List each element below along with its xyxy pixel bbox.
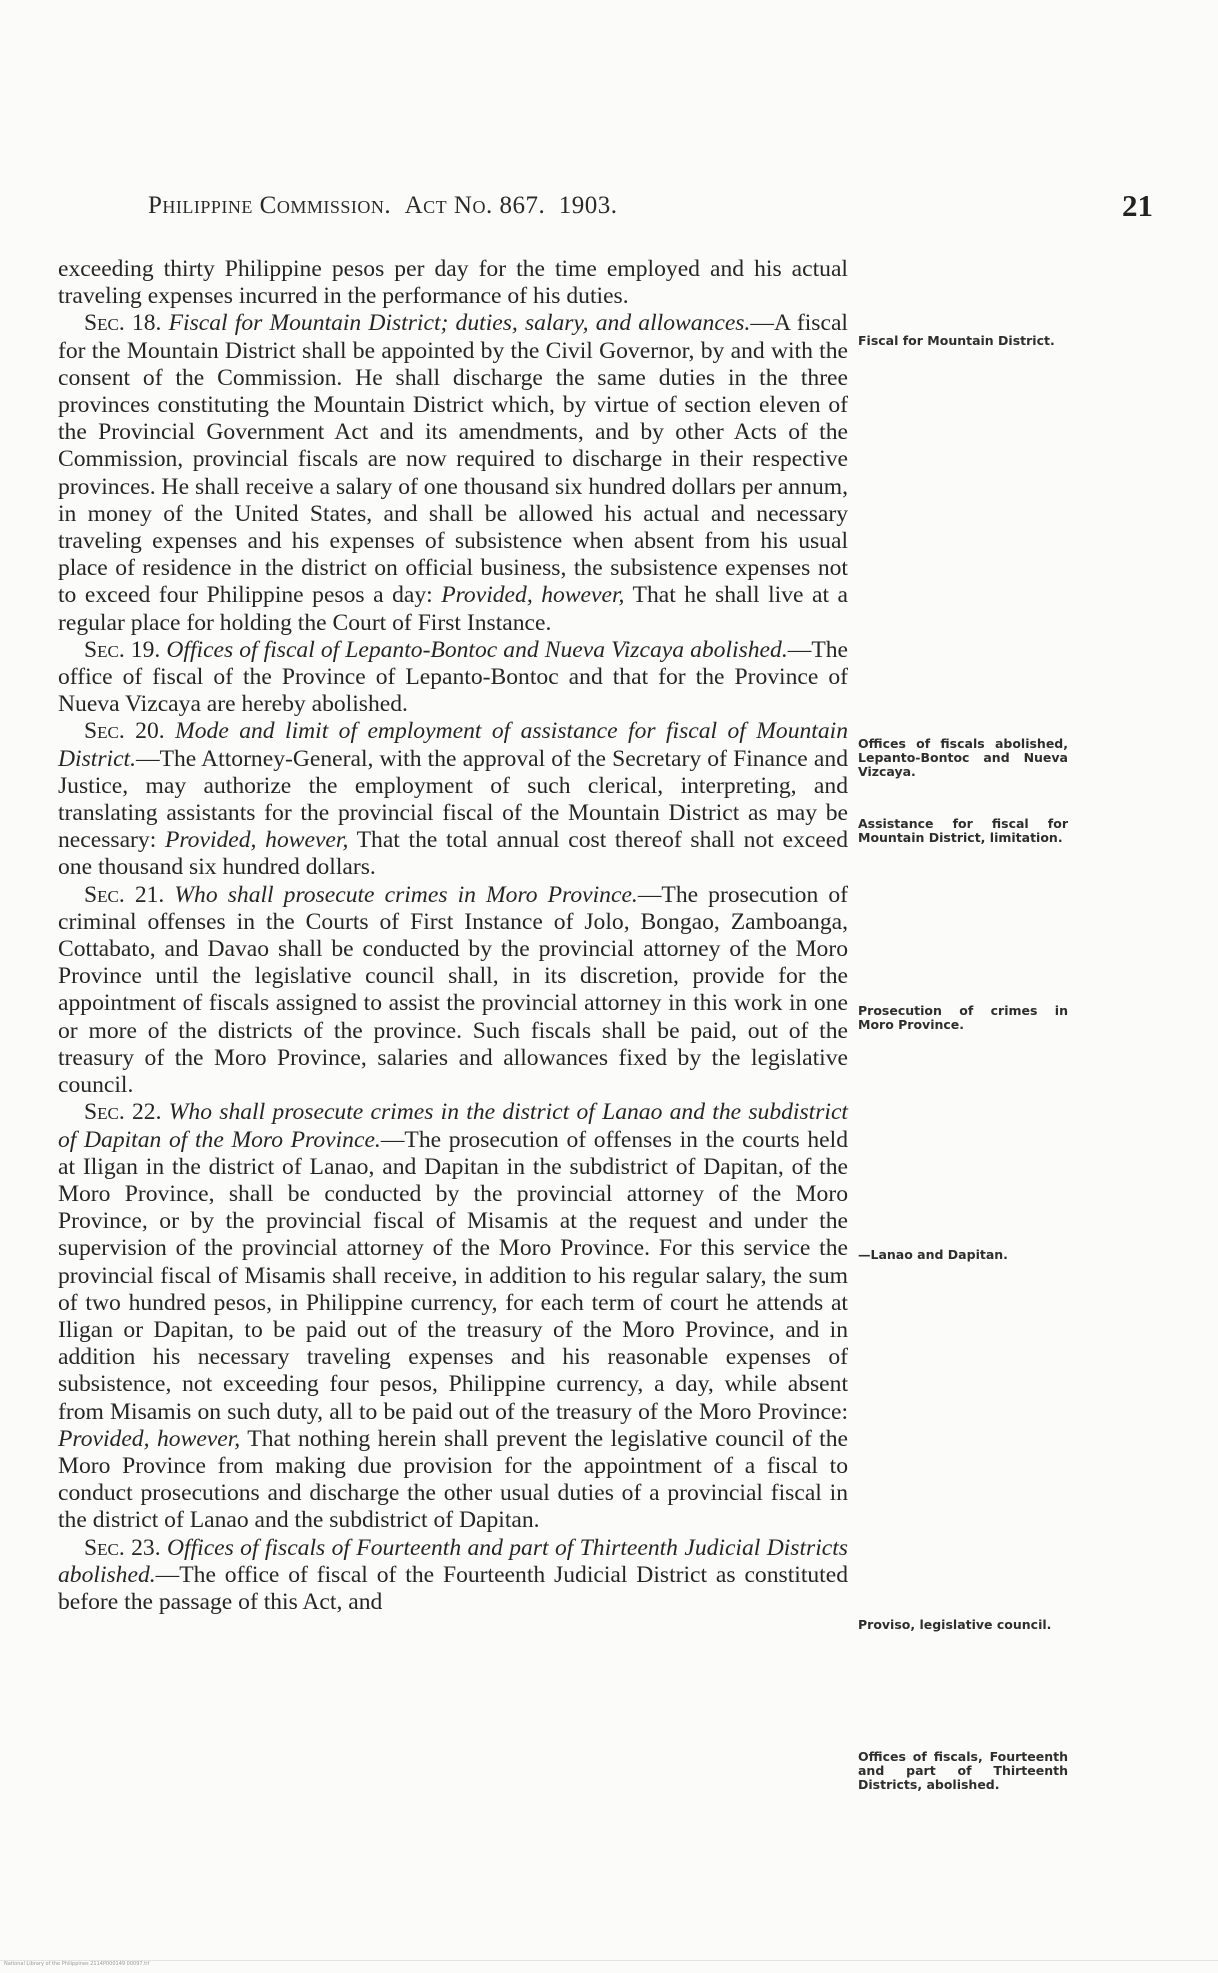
proviso-label: Provided, however, bbox=[164, 827, 349, 854]
header-year: 1903. bbox=[558, 192, 618, 219]
section-23 bbox=[58, 1535, 848, 1617]
sidenote-offices-fourteenth: Offices of fiscals, Fourteenth and part of Thirteenth Districts, abolished. bbox=[858, 1749, 1068, 1792]
section-body: —The Attorney-General, with the approval of the Secretary of Finance and Justice, may authorize the employment of such clerical, interpreting, and translating assistants for the provincial fiscal of the Mountain District as may be necessary: bbox=[58, 745, 848, 854]
page-number: 21 bbox=[1122, 188, 1153, 223]
proviso-text: That he shall live at a regular place for holding the Court of First Instance. bbox=[58, 582, 848, 636]
section-body: —A fiscal for the Mountain District shall be appointed by the Civil Governor, by and with the consent of the Commission. He shall discharge the same duties in the three provinces constituting the Mountain District which, by virtue of section eleven of the Provincial Government Act and its amendments, and by other Acts of the Commission, provincial fiscals are now required to discharge in their respective provinces. He shall receive a salary of one thousand six hundred dollars per annum, in money of the United States, and shall be allowed his actual and necessary traveling expenses and his expenses of subsistence when absent from his usual place of residence in the district on official business, the subsistence expenses not to exceed four Philippine pesos a day: bbox=[58, 310, 848, 609]
section-heading: Who shall prosecute crimes in Moro Province. bbox=[174, 881, 638, 908]
sidenote-fiscal-mountain-district: Fiscal for Mountain District. bbox=[858, 333, 1055, 348]
section-number: Sec. 20. bbox=[84, 718, 165, 745]
section-body: —The office of fiscal of the Fourteenth Judicial District as constituted before the passage of this Act, and bbox=[58, 1561, 848, 1615]
section-heading: Offices of fiscal of Lepanto-Bontoc and Nueva Vizcaya abolished. bbox=[166, 636, 788, 663]
sidenote-lanao-dapitan: —Lanao and Dapitan. bbox=[858, 1247, 1008, 1262]
sidenote-assistance-fiscal: Assistance for fiscal for Mountain District, limitation. bbox=[858, 816, 1068, 845]
proviso-label: Provided, however, bbox=[441, 582, 625, 609]
section-number: Sec. 22. bbox=[84, 1099, 162, 1126]
paragraph-body: exceeding thirty Philippine pesos per day for the time employed and his actual traveling expenses incurred in the performance of his duties. bbox=[58, 256, 848, 310]
section-21 bbox=[58, 882, 848, 1100]
section-22 bbox=[58, 1099, 848, 1534]
footer-rule bbox=[0, 1960, 1218, 1961]
section-body: —The prosecution of offenses in the courts held at Iligan in the district of Lanao, and Dapitan in the subdistrict of Dapitan, of the Moro Province, shall be conducted by the provincial attorney of the Moro Province, or by the provincial fiscal of Misamis at the request and under the supervision of the provincial attorney of the Moro Province. For this service the provincial fiscal of Misamis shall receive, in addition to his regular salary, the sum of two hundred pesos, in Philippine currency, for each term of court he attends at Iligan or Dapitan, to be paid out of the treasury of the Moro Province, and in addition his necessary traveling expenses and his reasonable expenses of subsistence, not exceeding four pesos, Philippine currency, a day, while absent from Misamis on such duty, all to be paid out of the treasury of the Moro Province: bbox=[58, 1126, 848, 1425]
section-number: Sec. 18. bbox=[84, 310, 162, 337]
section-heading: Who shall prosecute crimes in the district of Lanao and the subdistrict of Dapitan of the Moro Province. bbox=[58, 1099, 848, 1153]
proviso-text: That nothing herein shall prevent the legislative council of the Moro Province from making due provision for the appointment of a fiscal to conduct prosecutions and discharge the other usual duties of a provincial fiscal in the district of Lanao and the subdistrict of Dapitan. bbox=[58, 1425, 849, 1534]
proviso-text: That the total annual cost thereof shall not exceed one thousand six hundred dollars. bbox=[58, 827, 848, 881]
footer-credit: National Library of the Philippines 2114P000149 00097.tif bbox=[4, 1961, 150, 1967]
section-heading: Offices of fiscals of Fourteenth and part of Thirteenth Judicial Districts abolished. bbox=[58, 1534, 848, 1588]
section-number: Sec. 21. bbox=[84, 881, 165, 908]
section-18 bbox=[58, 310, 848, 636]
body-text bbox=[58, 256, 848, 1616]
sidenote-proviso-legislative: Proviso, legislative council. bbox=[858, 1617, 1052, 1632]
header-act: Act No. 867. bbox=[404, 192, 546, 219]
section-body: —The office of fiscal of the Province of Lepanto-Bontoc and that for the Province of Nueva Vizcaya are hereby abolished. bbox=[58, 636, 848, 718]
sidenote-offices-abolished-lepanto: Offices of fiscals abolished, Lepanto-Bontoc and Nueva Vizcaya. bbox=[858, 736, 1068, 779]
section-19 bbox=[58, 637, 848, 719]
header-commission: Philippine Commission. bbox=[148, 192, 392, 219]
section-20 bbox=[58, 718, 848, 881]
section-body: —The prosecution of criminal offenses in the Courts of First Instance of Jolo, Bongao, Zamboanga, Cottabato, and Davao shall be conducted by the provincial attorney of the Moro Province until the legislative council shall, in its discretion, provide for the appointment of fiscals assigned to assist the provincial attorney in this work in one or more of the districts of the province. Such fiscals shall be paid, out of the treasury of the Moro Province, salaries and allowances fixed by the legislative council. bbox=[58, 881, 848, 1099]
section-number: Sec. 19. bbox=[84, 636, 161, 663]
section-heading: Fiscal for Mountain District; duties, salary, and allowances. bbox=[168, 310, 751, 337]
paragraph-continuation bbox=[58, 256, 848, 310]
section-number: Sec. 23. bbox=[84, 1534, 161, 1561]
running-head bbox=[148, 192, 728, 220]
proviso-label: Provided, however, bbox=[58, 1425, 241, 1452]
sidenote-prosecution-moro: Prosecution of crimes in Moro Province. bbox=[858, 1003, 1068, 1032]
section-heading: Mode and limit of employment of assistance for fiscal of Mountain District. bbox=[58, 718, 849, 772]
